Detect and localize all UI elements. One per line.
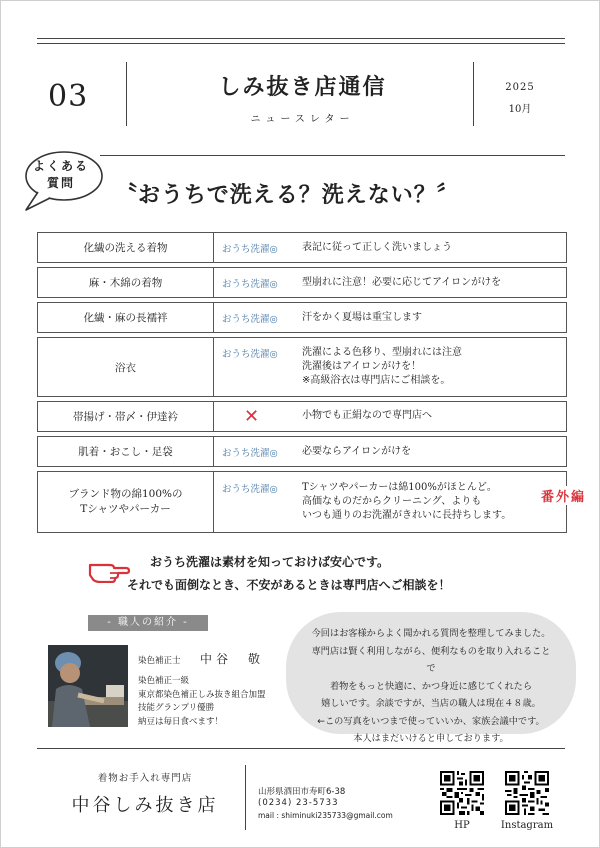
- note-line-2: それでも面倒なとき、不安があるときは専門店へご相談を！: [127, 578, 451, 592]
- newsletter-subtitle: ニュースレター: [250, 114, 355, 125]
- headline-rule: [100, 155, 565, 156]
- staff-credentials: 染色補正一級 東京都染色補正しみ抜き組合加盟 技能グランプリ優勝 納豆は毎日食べます！: [138, 676, 266, 727]
- newsletter-title: しみ抜き店通信: [218, 75, 387, 100]
- status-tag: おうち洗濯◎: [222, 313, 278, 325]
- faq-answer: Tシャツやパーカーは綿100%がほとんど。 高価なものだからクリーニング、よりも いつも通りのお洗濯がきれいに長持ちします。: [302, 482, 512, 521]
- table-row: [37, 436, 567, 467]
- status-tag: おうち洗濯◎: [222, 278, 278, 290]
- instagram-qr-code[interactable]: [505, 771, 549, 815]
- note-line-1: おうち洗濯は素材を知っておけば安心です。: [150, 555, 390, 569]
- faq-item: 化繊・麻の長襦袢: [37, 302, 213, 333]
- staff-section-label: - 職人の紹介 -: [88, 615, 208, 631]
- header-divider-right: [473, 62, 474, 126]
- faq-answer: 小物でも正絹なので専門店へ: [302, 409, 432, 421]
- table-row: [37, 232, 567, 263]
- status-tag: おうち洗濯◎: [222, 349, 278, 360]
- status-tag: おうち洗濯◎: [222, 447, 278, 459]
- hp-qr-label: HP: [454, 820, 470, 831]
- shop-subtitle: 着物お手入れ専門店: [97, 773, 193, 784]
- faq-headline: 〝おうちで洗える？洗えない？〞: [115, 183, 460, 208]
- table-row: [37, 302, 567, 333]
- shop-mail: mail : shiminuki235733@gmail.com: [258, 811, 393, 820]
- shop-address: 山形県酒田市寿町6-38: [258, 787, 346, 797]
- instagram-qr-label: Instagram: [500, 820, 554, 831]
- faq-item: 帯揚げ・帯〆・伊達衿: [37, 401, 213, 432]
- staff-role: 染色補正士: [138, 656, 181, 666]
- issue-year: 2025: [505, 82, 535, 93]
- faq-table: [37, 228, 586, 537]
- faq-answer: 必要ならアイロンがけを: [302, 445, 412, 457]
- faq-item: 麻・木綿の着物: [37, 267, 213, 298]
- hp-qr-code[interactable]: [440, 771, 484, 815]
- cross-icon: ✕: [244, 405, 260, 427]
- faq-item: 浴衣: [37, 337, 213, 397]
- faq-item: 肌着・おこし・足袋: [37, 436, 213, 467]
- footer-rule: [37, 748, 565, 749]
- issue-number: 03: [48, 79, 89, 114]
- faq-item: 化繊の洗える着物: [37, 232, 213, 263]
- message-box: 今回はお客様からよく聞かれる質問を整理してみました。 専門店は賢く利用しながら、便利なものを取り入れることで 着物をもっと快適に、かつ身近に感じてくれたら 嬉しいです。余談ですが、当店の職人は現在４８歳。 ←この写真をいつまで使っていいか、家族会議中です。 本人はまだいけると申しております。: [286, 612, 576, 734]
- table-row: [37, 401, 567, 432]
- status-tag: おうち洗濯◎: [222, 243, 278, 255]
- top-double-rule-1: [37, 38, 565, 39]
- faq-answer: 型崩れに注意！必要に応じてアイロンがけを: [302, 276, 502, 288]
- shop-tel: (0234) 23-5733: [258, 798, 339, 808]
- pointing-hand-icon: [88, 557, 130, 583]
- faq-answer: 洗濯による色移り、型崩れには注意 洗濯後はアイロンがけを！ ※高級浴衣は専門店にご相談を。: [302, 347, 462, 386]
- craftsman-photo: [48, 645, 128, 727]
- extra-badge: 番外編: [539, 486, 588, 505]
- table-row: [37, 337, 567, 397]
- faq-item: ブランド物の綿100%の Tシャツやパーカー: [37, 471, 213, 533]
- top-double-rule-2: [37, 43, 565, 44]
- faq-badge: よくある 質問: [32, 159, 89, 190]
- footer-divider: [245, 765, 246, 830]
- header-divider-left: [126, 62, 127, 126]
- status-tag: おうち洗濯◎: [222, 484, 278, 495]
- staff-name: 中谷 敬: [200, 652, 265, 666]
- table-row: [37, 471, 567, 533]
- faq-answer: 表記に従って正しく洗いましょう: [302, 241, 452, 253]
- shop-name: 中谷しみ抜き店: [71, 795, 219, 816]
- issue-month: 10月: [508, 104, 532, 115]
- table-row: [37, 267, 567, 298]
- faq-answer: 汗をかく夏場は重宝します: [302, 311, 422, 323]
